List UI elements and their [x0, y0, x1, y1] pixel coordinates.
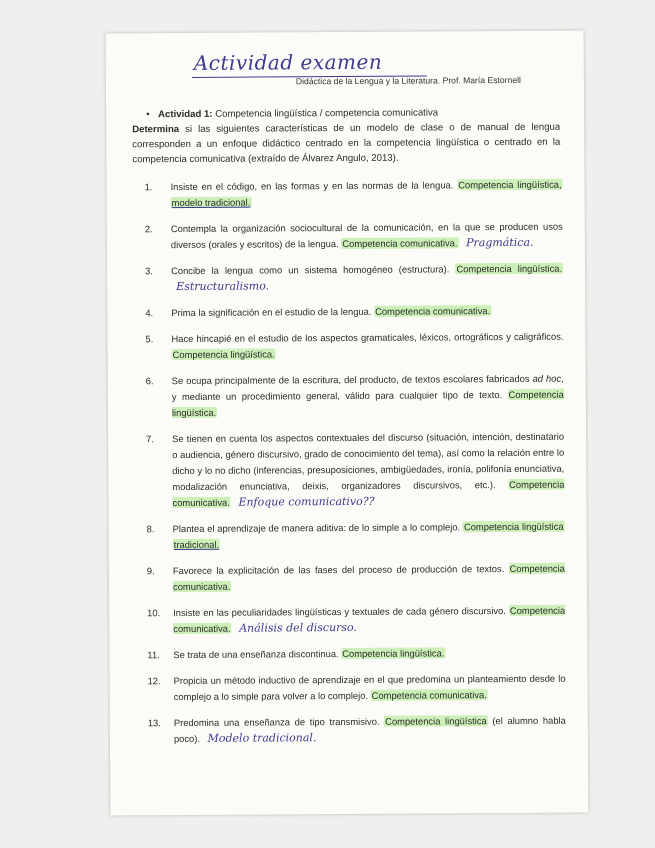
- highlighted-answer: Competencia comunicativa.: [371, 689, 487, 701]
- item-text: Contempla la organización sociocultural de la comunicación, en la que se producen usos diversos (orales y escritos) de la lengua.: [170, 220, 563, 251]
- item-number: 4.: [145, 307, 154, 319]
- item-text-italic: ad hoc: [532, 372, 562, 384]
- highlighted-answer-underlined: modelo tradicional.: [171, 196, 251, 209]
- highlighted-answer: Competencia lingüística: [385, 715, 487, 727]
- item-number: 11.: [147, 649, 160, 661]
- item-text: Insiste en las peculiaridades lingüísticas y textuales de cada género discursivo.: [173, 605, 506, 619]
- bullet-icon: •: [146, 109, 150, 121]
- handwritten-note: Análisis del discurso.: [239, 620, 358, 635]
- activity-title: Competencia lingüística / competencia comunicativa: [215, 107, 439, 120]
- list-item: [148, 671, 566, 706]
- handwritten-title: Actividad examen: [193, 49, 383, 75]
- item-text: Prima la significación en el estudio de la lengua.: [171, 305, 372, 319]
- item-text: Propicia un método inductivo de aprendizaje en el que predomina un planteamiento desde lo complejo a lo simple para volver a lo complejo.: [173, 672, 566, 703]
- list-item: [146, 429, 564, 512]
- list-item: [145, 329, 563, 364]
- item-text-continued: (el alumno habla poco).: [173, 714, 566, 745]
- highlighted-answer: Competencia lingüística.: [342, 647, 445, 660]
- item-number: 12.: [147, 675, 161, 687]
- highlighted-answer: Competencia lingüística,: [458, 178, 562, 191]
- item-text: Se trata de una enseñanza discontinua.: [173, 648, 339, 661]
- item-number: 2.: [144, 223, 153, 235]
- list-item: [145, 177, 563, 212]
- highlighted-answer: Competencia comunicativa.: [173, 604, 566, 635]
- item-text: Predomina una enseñanza de tipo transmisivo.: [173, 715, 380, 729]
- list-item: [145, 219, 563, 254]
- highlighted-answer: Competencia lingüística.: [172, 348, 275, 361]
- item-number: 1.: [144, 181, 153, 193]
- item-text: Se ocupa principalmente de la escritura, del producto, de textos escolares fabricados: [171, 372, 530, 387]
- item-number: 9.: [146, 565, 155, 577]
- activity-intro: [132, 105, 560, 168]
- handwritten-note: Modelo tradicional.: [207, 731, 317, 745]
- item-text: Hace hincapié en el estudio de los aspectos gramaticales, léxicos, ortográficos y caligráficos.: [171, 330, 564, 345]
- item-text: Insiste en el código, en las formas y en las normas de la lengua.: [170, 179, 454, 193]
- item-number: 6.: [145, 375, 154, 387]
- list-item: [147, 645, 565, 664]
- item-number: 13.: [147, 717, 161, 729]
- handwritten-note: Pragmática.: [466, 235, 534, 250]
- item-text: Concibe la lengua como un sistema homogéneo (estructura).: [171, 263, 450, 277]
- highlighted-answer: Competencia lingüística.: [171, 388, 564, 419]
- list-item: [145, 261, 563, 296]
- list-item: [147, 603, 565, 638]
- instruction-verb: Determina: [132, 124, 180, 136]
- list-item: [145, 303, 563, 322]
- list-item: [148, 713, 566, 748]
- highlighted-answer-underlined: tradicional.: [173, 538, 220, 551]
- item-text: Plantea el aprendizaje de manera aditiva: de lo simple a lo complejo.: [172, 521, 461, 535]
- course-header: Didáctica de la Lengua y la Literatura. Prof. María Estornell: [295, 74, 521, 87]
- highlighted-answer: Competencia comunicativa.: [172, 478, 565, 509]
- characteristics-list: [145, 177, 567, 758]
- highlighted-answer: Competencia comunicativa.: [342, 237, 458, 250]
- item-text-continued: , y mediante un procedimiento general, válido para cualquier tipo de texto.: [171, 372, 564, 403]
- item-number: 10.: [147, 607, 161, 619]
- list-item: [147, 519, 565, 554]
- paper-sheet: [106, 31, 589, 816]
- item-number: 7.: [146, 433, 154, 445]
- highlighted-answer: Competencia lingüística: [463, 520, 564, 533]
- item-number: 8.: [146, 523, 155, 535]
- item-number: 5.: [145, 333, 154, 345]
- handwritten-note: Enfoque comunicativo??: [238, 494, 375, 509]
- instruction-text: si las siguientes características de un modelo de clase o de manual de lengua corresponden a un enfoque didáctico centrado en la competencia lingüística o centrado en la competencia comunicativa (extraído de Álvarez Angulo, 2013).: [132, 121, 561, 166]
- handwritten-note: Estructuralismo.: [176, 279, 270, 294]
- list-item: [147, 561, 565, 596]
- highlighted-answer: Competencia lingüística.: [456, 262, 563, 275]
- highlighted-answer: Competencia comunicativa.: [172, 562, 565, 593]
- highlighted-answer: Competencia comunicativa.: [375, 305, 491, 317]
- activity-label: Actividad 1:: [158, 108, 213, 121]
- item-text: Favorece la explicitación de las fases del proceso de producción de textos.: [172, 563, 505, 577]
- activity-instruction: [132, 120, 560, 168]
- item-text: Se tienen en cuenta los aspectos contextuales del discurso (situación, intención, destinatario o audiencia, género discursivo, grado de conocimiento del tema), así como la relación entre lo dicho y lo no dicho (inferencias, presuposiciones, ambigüedades, ironía, polifonía enunciativa, modalización enunciativa, deixis, organizadores discursivos, etc.).: [172, 430, 565, 493]
- item-number: 3.: [145, 265, 153, 277]
- list-item: [146, 371, 564, 422]
